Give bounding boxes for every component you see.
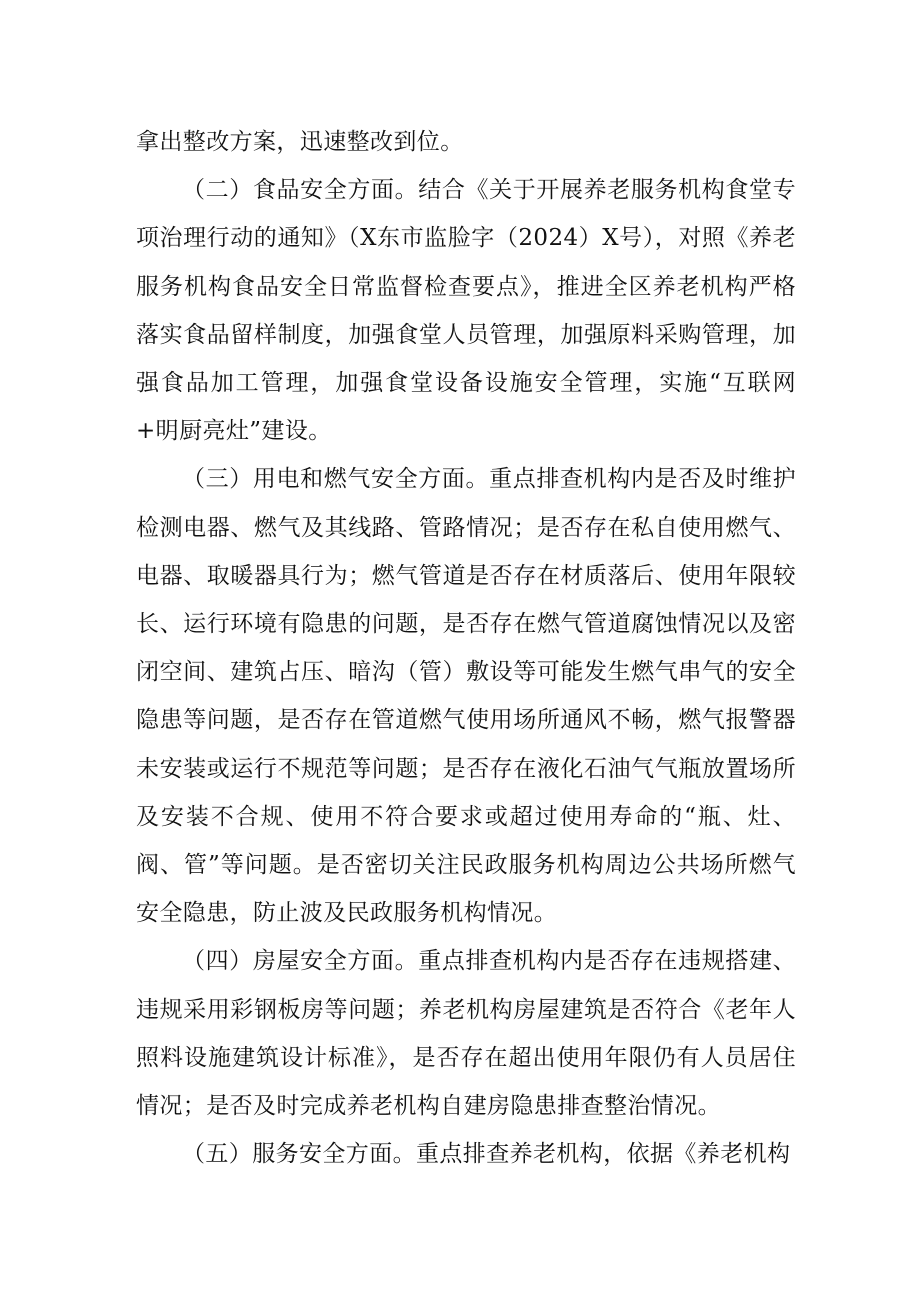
document-body xyxy=(136,118,796,1178)
paragraph-housing-safety: （四）房屋安全方面。重点排查机构内是否存在违规搭建、违规采用彩钢板房等问题；养老机构房屋建筑是否符合《老年人照料设施建筑设计标准》，是否存在超出使用年限仍有人员居住情况；是否及时完成养老机构自建房隐患排查整治情况。 xyxy=(136,948,796,1120)
paragraph-food-safety: （二）食品安全方面。结合《关于开展养老服务机构食堂专项治理行动的通知》（X东市监脸字（2024）X号），对照《养老服务机构食品安全日常监督检查要点》，推进全区养老机构严格落实食品留样制度，加强食堂人员管理，加强原料采购管理，加强食品加工管理，加强食堂设备设施安全管理，实施“互联网+明厨亮灶”建设。 xyxy=(136,177,796,445)
paragraph-continuation: 拿出整改方案，迅速整改到位。 xyxy=(136,129,464,155)
paragraph-electricity-gas-safety: （三）用电和燃气安全方面。重点排查机构内是否及时维护检测电器、燃气及其线路、管路情况；是否存在私自使用燃气、电器、取暖器具行为；燃气管道是否存在材质落后、使用年限较长、运行环境有隐患的问题，是否存在燃气管道腐蚀情况以及密闭空间、建筑占压、暗沟（管）敷设等可能发生燃气串气的安全隐患等问题，是否存在管道燃气使用场所通风不畅，燃气报警器未安装或运行不规范等问题；是否存在液化石油气气瓶放置场所及安装不合规、使用不符合要求或超过使用寿命的“瓶、灶、阀、管”等问题。是否密切关注民政服务机构周边公共场所燃气安全隐患，防止波及民政服务机构情况。 xyxy=(136,466,796,927)
paragraph-service-safety: （五）服务安全方面。重点排查养老机构，依据《养老机构 xyxy=(182,1141,791,1168)
